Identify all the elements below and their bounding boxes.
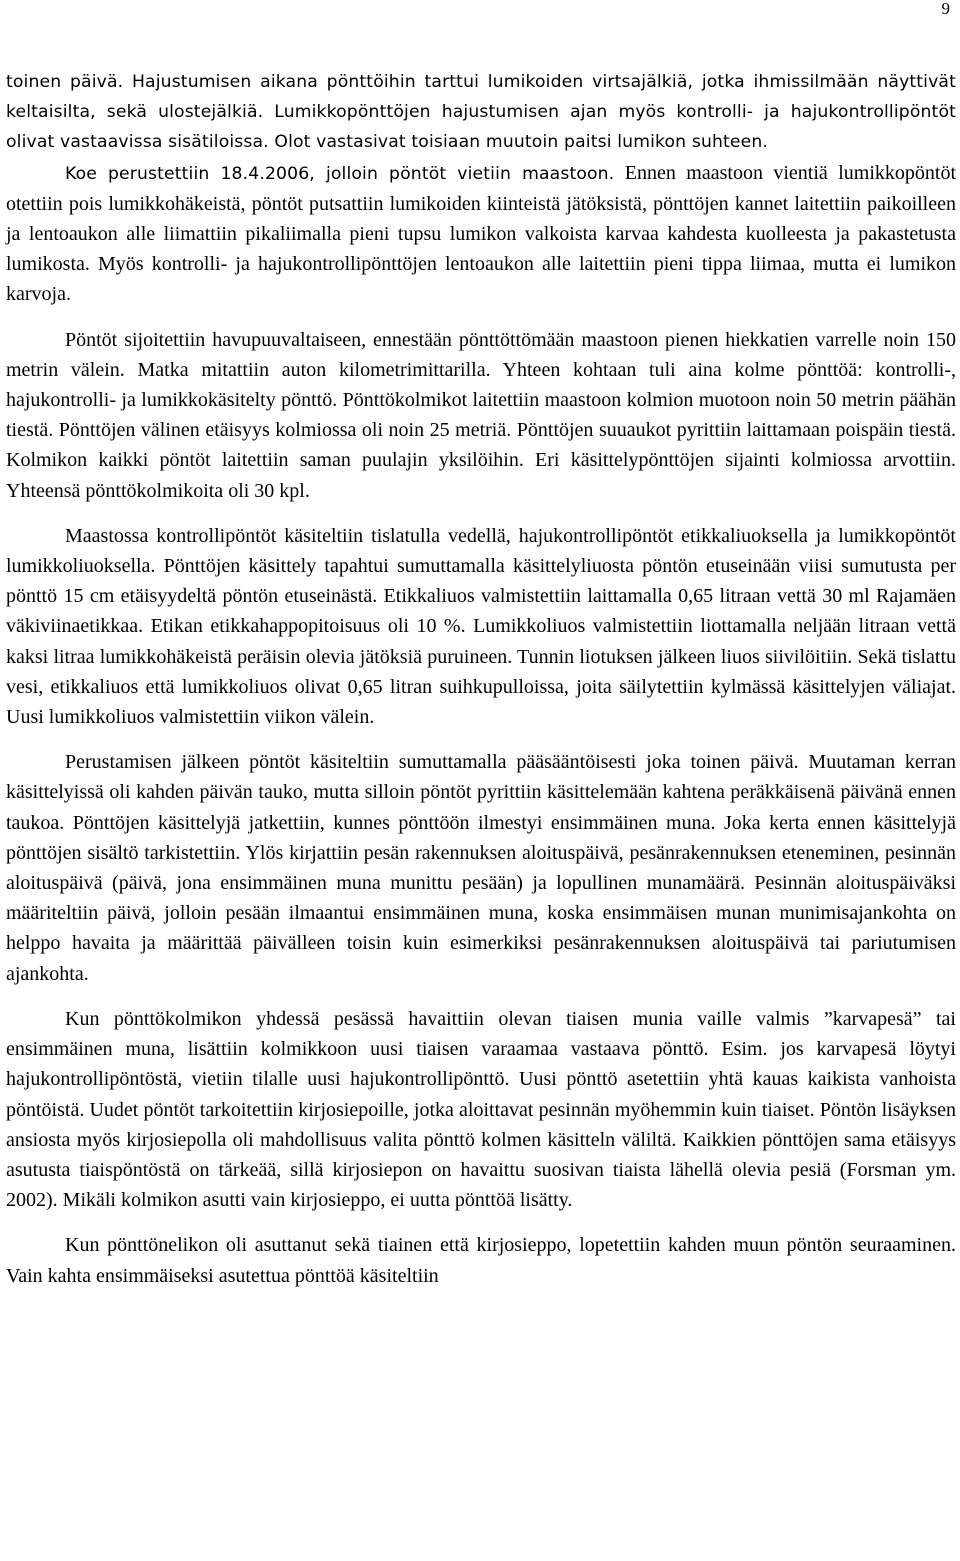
paragraph-karvapesa: Kun pönttökolmikon yhdessä pesässä havaittiin olevan tiaisen munia vaille valmis ”karvapesä” tai ensimmäinen muna, lisättiin kolmikkoon uusi tiaisen varaamaa vastaava pönttö. Esim. jos karvapesä löytyi hajukontrollipöntöstä, vietiin tilalle uusi hajukontrollipönttö. Uusi pönttö asetettiin yhtä kauas kaikista vanhoista pöntöistä. Uudet pöntöt tarkoitettiin kirjosiepoille, jotka aloittavat pesinnän myöhemmin kuin tiaiset. Pöntön lisäyksen ansiosta myös kirjosiepolla oli mahdollisuus valita pönttö kolmen käsitteln väliltä. Kaikkien pönttöjen sama etäisyys asutusta tiaispöntöstä on tärkeää, sillä kirjosiepon on havaittu suosivan tiaista lähellä olevia pesiä (Forsman ym. 2002). Mikäli kolmikon asutti vain kirjosieppo, ei uutta pönttöä lisätty. [6, 1007, 956, 1212]
paragraph-pontonelikko: Kun pönttönelikon oli asuttanut sekä tiainen että kirjosieppo, lopetettiin kahden muun pöntön seuraaminen. Vain kahta ensimmäiseksi asutettua pönttöä käsiteltiin [6, 1234, 956, 1287]
paragraph-perustaminen: Perustamisen jälkeen pöntöt käsiteltiin sumuttamalla pääsääntöisesti joka toinen päivä. Muutaman kerran käsittelyissä oli kahden päivän tauko, mutta silloin pöntöt pyrittiin käsittelemään kahtena peräkkäisenä päivänä ennen taukoa. Pönttöjen käsittelyjä jatkettiin, kunnes pönttöön ilmestyi ensimmäinen muna. Joka kerta ennen käsittelyjä pönttöjen sisältö tarkistettiin. Ylös kirjattiin pesän rakennuksen aloituspäivä, pesänrakennuksen eteneminen, pesinnän aloituspäivä (päivä, jona ensimmäinen muna munittu pesään) ja lopullinen munamäärä. Pesinnän aloituspäiväksi määriteltiin päivä, jolloin pesään ilmaantui ensimmäinen muna, koska ensimmäisen munan munimisajankohta on helppo havaita ja määrittää päivälleen toisin kuin esimerkiksi pesänrakennuksen aloituspäivä tai pariutumisen ajankohta. [6, 751, 956, 985]
ennen-maastoon-text: Ennen maastoon vientiä lumikkopöntöt otettiin pois lumikkohäkeistä, pöntöt putsattiin lumikoiden kiinteistä jätöksistä, pönttöjen kannet laitettiin paikoilleen ja lentoaukon alle liimattiin pikaliimalla pieni tupsu lumikon valkoista karvaa kahdesta kuolleesta ja pakastetusta lumikosta. Myös kontrolli- ja hajukontrollipönttöjen lentoaukon alle laitettiin pieni tippa liimaa, mutta ei lumikon karvoja. [6, 161, 957, 306]
koe-perustettiin-sentence: Koe perustettiin 18.4.2006, jolloin pöntöt vietiin maastoon. [65, 163, 615, 184]
page-number: 9 [941, 0, 950, 18]
document-body [6, 67, 956, 1291]
paragraph-sijoitus: Pöntöt sijoitettiin havupuuvaltaiseen, ennestään pönttöttömään maastoon pienen hiekkatien varrelle noin 150 metrin välein. Matka mitattiin auton kilometrimittarilla. Yhteen kohtaan tuli aina kolme pönttöä: kontrolli-, hajukontrolli- ja lumikkokäsitelty pönttö. Pönttökolmikot laitettiin maastoon kolmion muotoon noin 50 metrin päähän tiestä. Pönttöjen välinen etäisyys kolmiossa oli noin 25 metriä. Pönttöjen suuaukot pyrittiin laittamaan poispäin tiestä. Kolmikon kaikki pöntöt laitettiin saman puulajin yksilöihin. Eri käsittelypönttöjen sijainti kolmiossa arvottiin. Yhteensä pönttökolmikoita oli 30 kpl. [6, 328, 956, 502]
paragraph-kasittely: Maastossa kontrollipöntöt käsiteltiin tislatulla vedellä, hajukontrollipöntöt etikkaliuoksella ja lumikkopöntöt lumikkoliuoksella. Pönttöjen käsittely tapahtui sumuttamalla käsittelyliuosta pöntön etuseinään viisi sumutusta per pönttö 15 cm etäisyydeltä pöntön etuseinästä. Etikkaliuos valmistettiin laittamalla 0,65 litraan vettä 30 ml Rajamäen väkiviinaetikkaa. Etikan etikkahappopitoisuus oli 10 %. Lumikkoliuos valmistettiin liottamalla neljään litraan vettä kaksi litraa lumikkohäkeistä peräisin olevia jätöksiä puruineen. Tunnin liotuksen jälkeen liuos siivilöitiin. Sekä tislattu vesi, etikkaliuos että lumikkoliuos olivat 0,65 litran suihkupulloissa, joita säilytettiin kylmässä käsittelyjen väliajat. Uusi lumikkoliuos valmistettiin viikon välein. [6, 524, 956, 729]
paragraph-hajustus: toinen päivä. Hajustumisen aikana pönttöihin tarttui lumikoiden virtsajälkiä, jotka ihmissilmään näyttivät keltaisilta, sekä ulostejälkiä. Lumikkopönttöjen hajustumisen ajan myös kontrolli- ja hajukontrollipöntöt olivat vastaavissa sisätiloissa. Olot vastasivat toisiaan muutoin paitsi lumikon suhteen. [6, 72, 956, 153]
paragraph-koe-perustettiin [6, 158, 956, 310]
